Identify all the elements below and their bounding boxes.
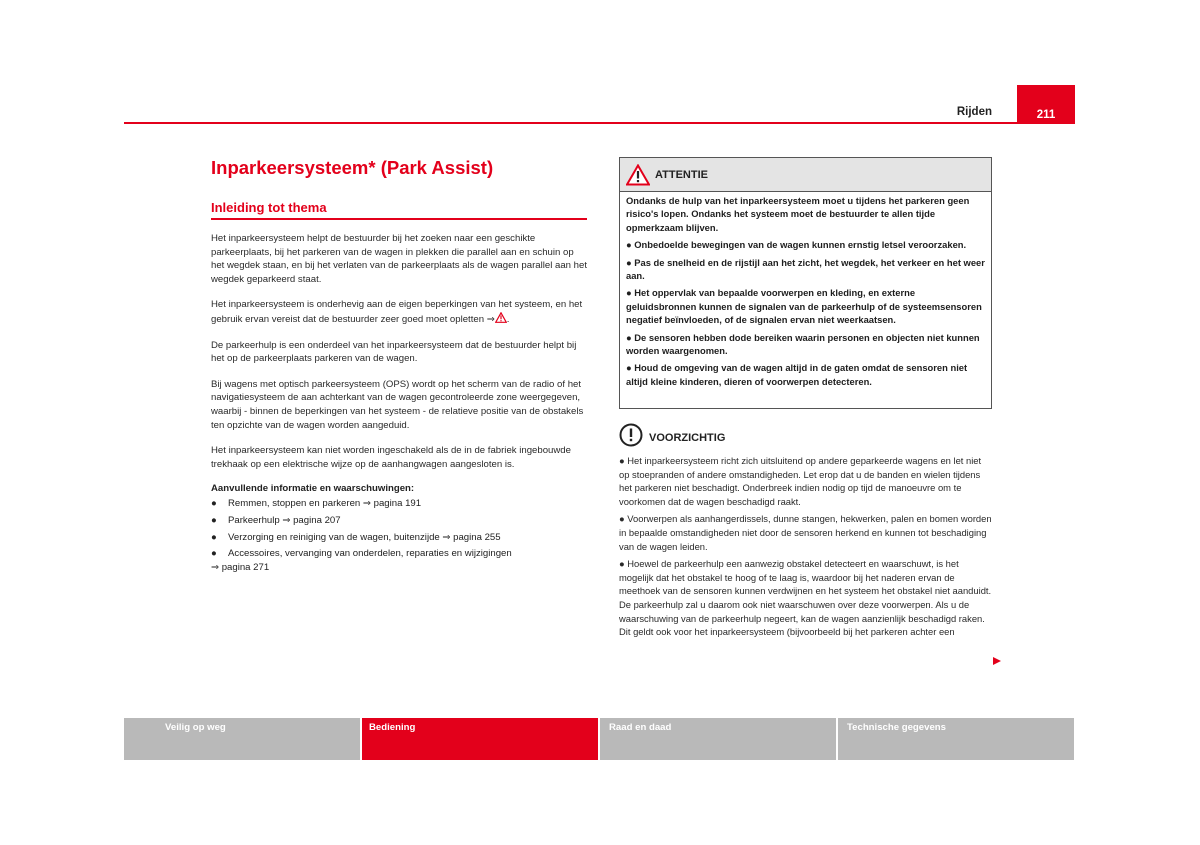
paragraph-with-warning-ref (211, 298, 587, 326)
paragraph-text: Het inparkeersysteem is onderhevig aan de eigen beperkingen van het systeem, en het gebruik ervan vereist dat de bestuurder zeer goed moet opletten ⇒ (211, 299, 583, 325)
attention-paragraph: ● De sensoren hebben dode bereiken waarin personen en objecten niet kunnen worden waargenomen. (626, 331, 980, 357)
paragraph: Bij wagens met optisch parkeersysteem (OPS) wordt op het scherm van de radio of het navigatiesysteem de aan achterkant van de wagen gecontroleerde zone weergegeven, waarbij - binnen de beperkingen van het systeem - de relatieve positie van de obstakels ten opzichte van de wagen worden aangeduid. (211, 378, 584, 431)
attention-paragraph: ● Onbedoelde bewegingen van de wagen kunnen ernstig letsel veroorzaken. (626, 239, 967, 251)
list-item[interactable] (211, 497, 587, 511)
bullet-icon: ● (211, 498, 217, 510)
tab-technische-gegevens[interactable] (838, 718, 1074, 760)
paragraph-period: . (506, 313, 510, 325)
attention-paragraph: ● Houd de omgeving van de wagen altijd in de gaten omdat de sensoren niet altijd kleine kinderen, dieren of voorwerpen detecteren. (626, 362, 968, 387)
attention-body (620, 192, 991, 388)
caution-paragraph: ● Het inparkeersysteem richt zich uitsluitend op andere geparkeerde wagens en let niet op stoepranden of andere omstandigheden. Let erop dat u de banden en wielen tijdens het parkeren niet beschadigt. Onderbreek indien nodig op tijd de manoeuvre om te voorkomen dat de wagen beschadigd raakt. (619, 455, 982, 507)
attention-paragraph: ● Het oppervlak van bepaalde voorwerpen en kleding, en externe geluidsbronnen kunnen de signalen van de parkeerhulp of de systeemsensoren negatief beïnvloeden, of de signalen ervan niet weerkaatsen. (626, 287, 982, 326)
list-item[interactable] (211, 531, 587, 545)
intro-paragraphs (211, 232, 587, 471)
tab-label: Technische gegevens (847, 722, 946, 733)
caution-header (619, 423, 992, 450)
list-item[interactable] (211, 547, 587, 574)
tab-label: Bediening (369, 722, 416, 733)
reference-text: Verzorging en reiniging van de wagen, buitenzijde ⇒ pagina 255 (228, 531, 501, 543)
reference-text: Parkeerhulp ⇒ pagina 207 (228, 514, 341, 526)
caution-paragraph: ● Hoewel de parkeerhulp een aanwezig obstakel detecteert en waarschuwt, is het mogelijk dat het obstakel te hoog of te laag is, waardoor bij het naderen ervan de meethoek van de sensoren kunnen verdwijnen en het systeem het obstakel niet aanduidt. De parkeerhulp zal u daarom ook niet waarschuwen over deze voorwerpen. Als u de waarschuwing van de parkeerhulp negeert, kan de wagen aanzienlijk beschadigd raken. Dit geldt ook voor het inparkeersysteem (bijvoorbeeld bij het parkeren achter een (619, 558, 992, 638)
continue-arrow-icon (993, 657, 1001, 665)
tab-label: Raad en daad (609, 722, 672, 733)
reference-continuation: ⇒ pagina 271 (211, 561, 270, 573)
attention-box (619, 157, 992, 409)
page-number: 211 (1036, 109, 1056, 121)
references-subheading: Aanvullende informatie en waarschuwingen: (211, 483, 415, 495)
footer-tabs (124, 718, 1074, 760)
list-item[interactable] (211, 514, 587, 528)
tab-veilig-op-weg[interactable] (124, 718, 360, 760)
attention-title: ATTENTIE (655, 169, 708, 181)
caution-section (619, 423, 992, 639)
bullet-icon: ● (211, 548, 217, 560)
references-list (211, 497, 587, 574)
caution-title: VOORZICHTIG (649, 432, 726, 444)
warning-triangle-icon (626, 164, 650, 186)
attention-header (620, 158, 991, 192)
paragraph: De parkeerhulp is een onderdeel van het inparkeersysteem dat de bestuurder helpt bij het op de parkeerplaats parkeren van de wagen. (211, 339, 577, 365)
page-number-box (1017, 85, 1075, 124)
running-section-title: Rijden (956, 106, 992, 118)
tab-bediening[interactable] (362, 718, 598, 760)
reference-text: Remmen, stoppen en parkeren ⇒ pagina 191 (228, 498, 422, 510)
warning-triangle-icon[interactable] (495, 312, 507, 323)
tab-label: Veilig op weg (165, 722, 226, 733)
attention-paragraph: ● Pas de snelheid en de rijstijl aan het zicht, het wegdek, het verkeer en het weer aan. (626, 256, 985, 282)
paragraph: Het inparkeersysteem helpt de bestuurder bij het zoeken naar een geschikte parkeerplaats, bij het parkeren van de wagen in plekken die parallel aan en schuin op het wegdek staan, en bij het verlaten van de parkeerplaats als de wagen parallel aan het wegdek geparkeerd staat. (211, 233, 588, 285)
caution-paragraph: ● Voorwerpen als aanhangerdissels, dunne stangen, hekwerken, palen en bomen worden in bepaalde omstandigheden niet door de sensoren herkend en kunnen tot beschadiging van de wagen leiden. (619, 513, 992, 552)
attention-paragraph: Ondanks de hulp van het inparkeersysteem moet u tijdens het parkeren geen risico's lopen. Ondanks het systeem moet de bestuurder te allen tijde opmerkzaam blijven. (626, 195, 970, 233)
chapter-title: Inparkeersysteem* (Park Assist) (211, 157, 494, 178)
reference-text: Accessoires, vervanging van onderdelen, reparaties en wijzigingen (228, 548, 512, 560)
bullet-icon: ● (211, 531, 217, 543)
exclamation-circle-icon (619, 423, 643, 447)
left-column (211, 155, 587, 574)
header-rule (124, 122, 1074, 124)
section-heading: Inleiding tot thema (211, 200, 587, 220)
bullet-icon: ● (211, 514, 217, 526)
paragraph: Het inparkeersysteem kan niet worden ingeschakeld als de in de fabriek ingebouwde trekhaak op een elektrische wijze op de aanhangwagen aangesloten is. (211, 445, 571, 470)
tab-raad-en-daad[interactable] (600, 718, 836, 760)
